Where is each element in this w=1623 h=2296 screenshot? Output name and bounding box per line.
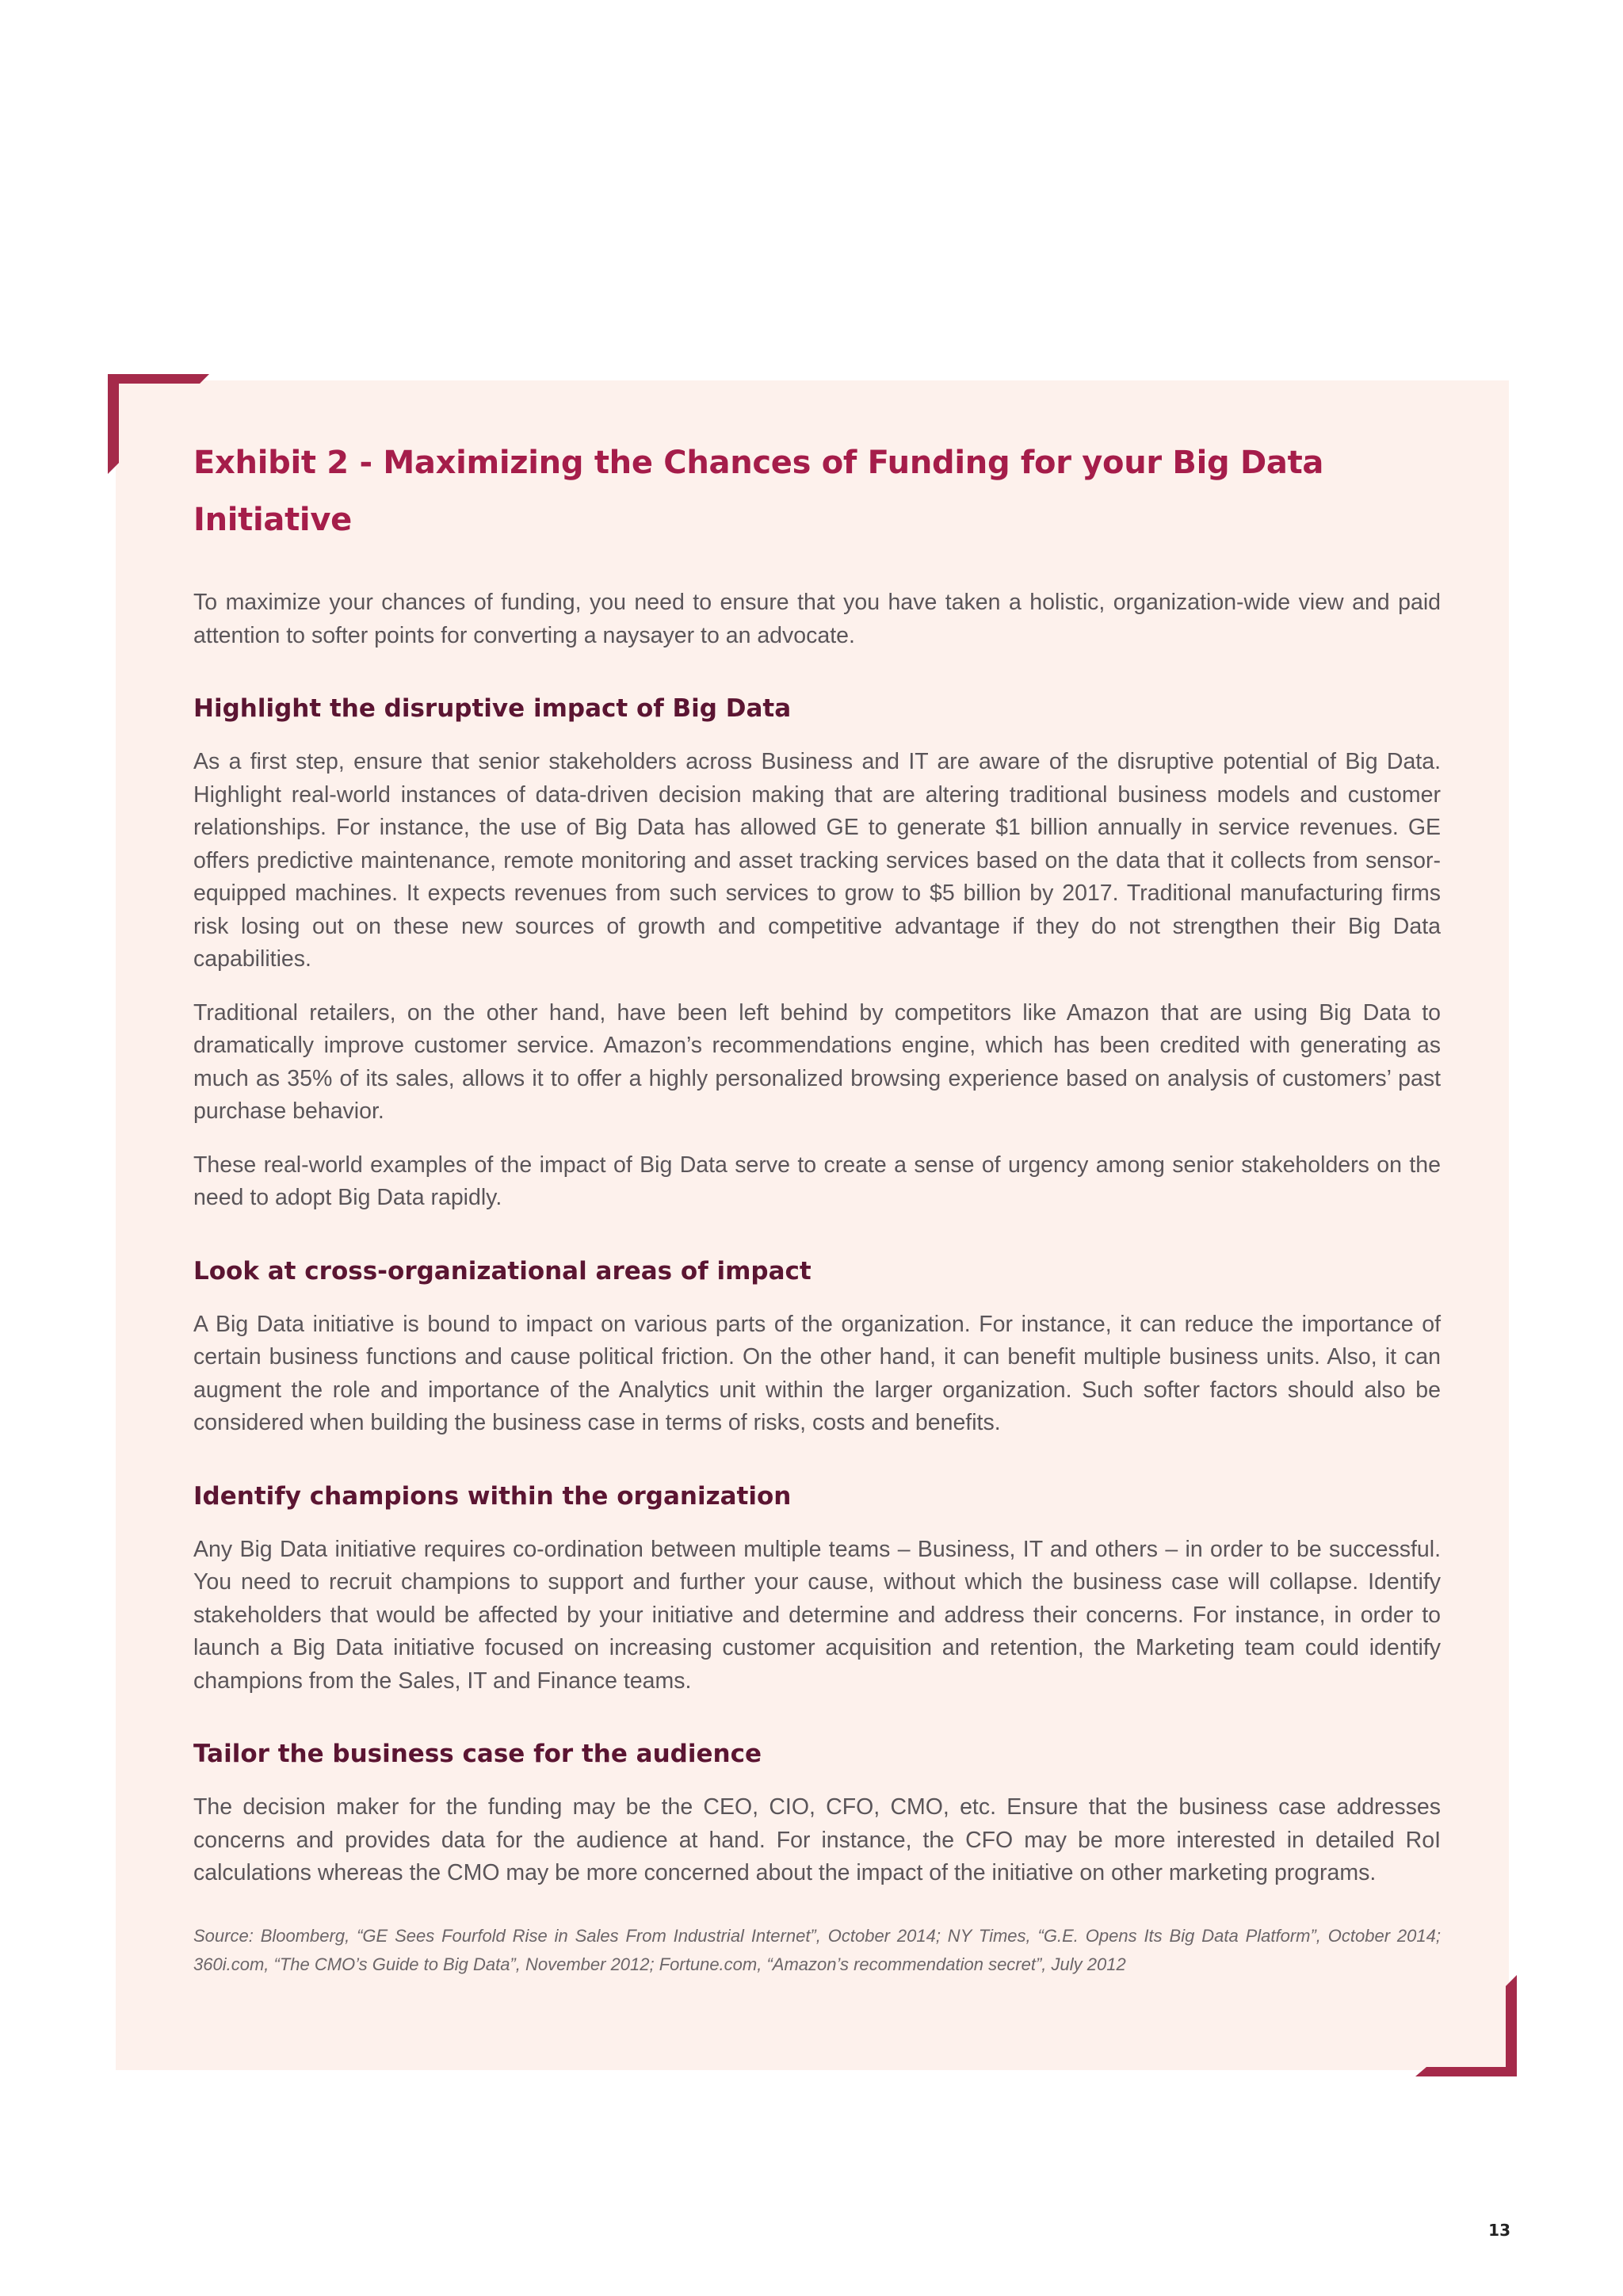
section-cross-organizational: [193, 1251, 1441, 1440]
section-disruptive-impact: [193, 689, 1441, 1215]
exhibit-title: Exhibit 2 - Maximizing the Chances of Funding for your Big Data Initiative: [193, 445, 1324, 538]
section-paragraph: These real-world examples of the impact of Big Data serve to create a sense of urgency among senior stakeholders on the need to adopt Big Data rapidly.: [193, 1152, 1441, 1210]
section-paragraph: As a first step, ensure that senior stakeholders across Business and IT are aware of the disruptive potential of Big Data. Highlight real-world instances of data-driven decision making that are altering traditional business models and customer relationships. For instance, the use of Big Data has allowed GE to generate $1 billion annually in service revenues. GE offers predictive maintenance, remote monitoring and asset tracking services based on the data that it collects from sensor-equipped machines. It expects revenues from such services to grow to $5 billion by 2017. Traditional manufacturing firms risk losing out on these new sources of growth and competitive advantage if they do not strengthen their Big Data capabilities.: [193, 749, 1441, 972]
section-paragraph: A Big Data initiative is bound to impact on various parts of the organization. For instance, it can reduce the importance of certain business functions and cause political friction. On the other hand, it can benefit multiple business units. Also, it can augment the role and importance of the Analytics unit within the larger organization. Such softer factors should also be considered when building the business case in terms of risks, costs and benefits.: [193, 1311, 1441, 1435]
page-number: 13: [1488, 2221, 1510, 2240]
section-heading: Highlight the disruptive impact of Big Data: [193, 694, 792, 723]
source-citation: Source: Bloomberg, “GE Sees Fourfold Rise in Sales From Industrial Internet”, October 2014; NY Times, “G.E. Opens Its Big Data Platform”, October 2014; 360i.com, “The CMO’s Guide to Big Data”, November 2012; Fortune.com, “Amazon’s recommendation secret”, July 2012: [193, 1925, 1441, 1974]
intro-paragraph: To maximize your chances of funding, you need to ensure that you have taken a holistic, organization-wide view and paid attention to softer points for converting a naysayer to an advocate.: [193, 590, 1441, 648]
section-paragraph: Any Big Data initiative requires co-ordination between multiple teams – Business, IT and others – in order to be successful. You need to recruit champions to support and further your cause, without which the business case will collapse. Identify stakeholders that would be affected by your initiative and determine and address their concerns. For instance, in order to launch a Big Data initiative focused on increasing customer acquisition and retention, the Marketing team could identify champions from the Sales, IT and Finance teams.: [193, 1536, 1441, 1694]
section-heading: Identify champions within the organization: [193, 1481, 792, 1511]
section-identify-champions: [193, 1477, 1441, 1698]
section-tailor-business-case: [193, 1734, 1441, 1890]
exhibit-content: [193, 434, 1441, 1996]
section-paragraph: Traditional retailers, on the other hand, have been left behind by competitors like Amazon that are using Big Data to dramatically improve customer service. Amazon’s recommendations engine, which has been credited with generating as much as 35% of its sales, allows it to offer a highly personalized browsing experience based on analysis of customers’ past purchase behavior.: [193, 999, 1441, 1124]
section-heading: Look at cross-organizational areas of impact: [193, 1256, 812, 1286]
section-heading: Tailor the business case for the audience: [193, 1740, 762, 1768]
section-paragraph: The decision maker for the funding may be the CEO, CIO, CFO, CMO, etc. Ensure that the business case addresses concerns and provides data for the audience at hand. For instance, the CFO may be more interested in detailed RoI calculations whereas the CMO may be more concerned about the impact of the initiative on other marketing programs.: [193, 1794, 1441, 1885]
